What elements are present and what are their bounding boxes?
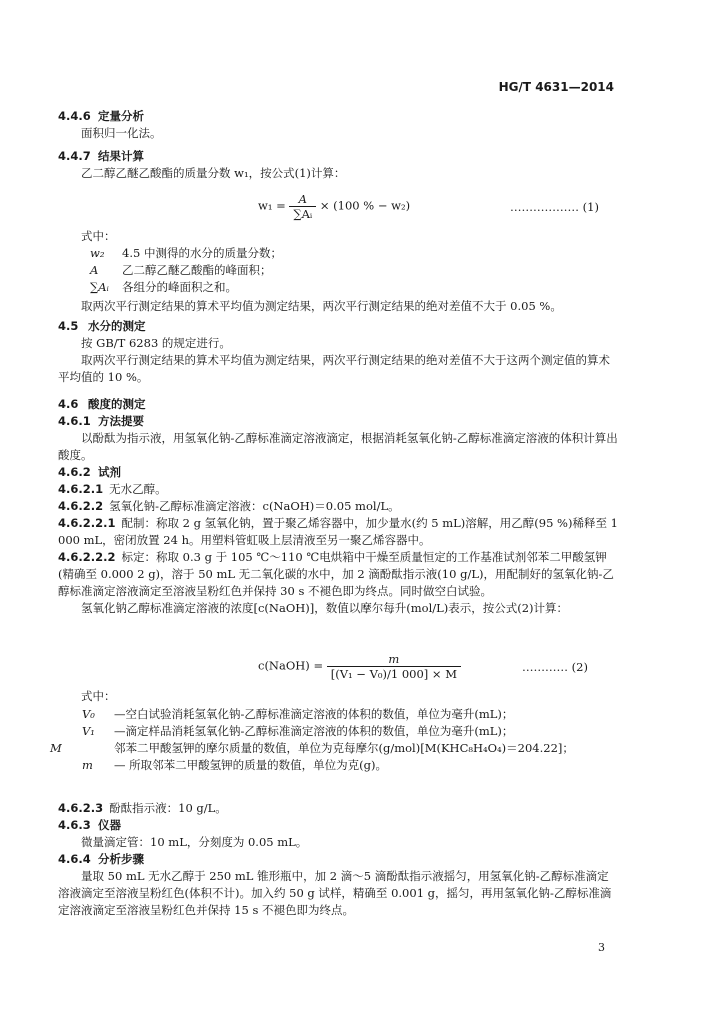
paragraph: 取两次平行测定结果的算术平均值为测定结果，两次平行测定结果的绝对差值不大于这两个测定值的算术平均值的 10 %。: [58, 353, 610, 384]
symbol: V₁: [82, 724, 95, 738]
section-title: 酸度的测定: [88, 397, 146, 411]
section-4-4-7: [58, 148, 618, 182]
section-title: 定量分析: [98, 109, 144, 123]
section-4-4-6: [58, 108, 618, 142]
section-number: 4.6: [58, 397, 79, 411]
section-number: 4.6.1: [58, 414, 91, 428]
definition-item: V₁ —滴定样品消耗氢氧化钠-乙醇标准滴定溶液的体积的数值，单位为毫升(mL)；: [82, 724, 514, 738]
section-title: 试剂: [98, 465, 121, 479]
symbol: M: [50, 741, 62, 755]
symbol: m: [82, 758, 93, 772]
formula-2-tag: ………… (2): [522, 660, 588, 674]
standard-code: HG/T 4631—2014: [498, 80, 614, 94]
definition-item: m — 所取邻苯二甲酸氢钾的质量的数值，单位为克(g)。: [82, 758, 387, 772]
paragraph: 微量滴定管：10 mL，分刻度为 0.05 mL。: [81, 835, 308, 849]
formula-2: [258, 652, 461, 681]
denominator: ∑Aᵢ: [293, 207, 313, 221]
section-title: 水分的测定: [88, 319, 146, 333]
formula-1-tag: ……………… (1): [510, 200, 599, 214]
section-number: 4.5: [58, 319, 79, 333]
section-title: 仪器: [98, 818, 121, 832]
where-label: 式中：: [81, 229, 116, 243]
section-4-5: [58, 318, 618, 386]
paragraph: 乙二醇乙醚乙酸酯的质量分数 w₁，按公式(1)计算：: [81, 166, 346, 180]
definition-item: V₀ —空白试验消耗氢氧化钠-乙醇标准滴定溶液的体积的数值，单位为毫升(mL)；: [82, 707, 514, 721]
formula-rhs: × (100 % − w₂): [319, 198, 411, 213]
paragraph: 量取 50 mL 无水乙醇于 250 mL 锥形瓶中，加 2 滴～5 滴酚酞指示液摇匀，用氢氧化钠-乙醇标准滴定溶液滴定至溶液呈粉红色(体积不计)。加入约 50 g 试样，精确至 0.001 g，摇匀，再用氢氧化钠-乙醇标准滴定溶液滴定至溶液呈粉红色并保持 15 s 不褪色即为终点。: [58, 869, 612, 917]
formula-1: [258, 192, 410, 221]
page-number: 3: [598, 941, 605, 954]
definition-item: M 邻苯二甲酸氢钾的摩尔质量的数值，单位为克每摩尔(g/mol)[M(KHC₈H₄O₄)＝204.22]；: [50, 741, 574, 755]
paragraph-conclusion: 取两次平行测定结果的算术平均值为测定结果，两次平行测定结果的绝对差值不大于 0.05 %。: [81, 299, 562, 313]
numerator: m: [327, 652, 461, 667]
section-number: 4.6.3: [58, 818, 91, 832]
definitions-1: [90, 245, 620, 296]
section-number: 4.6.4: [58, 852, 91, 866]
formula-fraction: [289, 192, 316, 221]
paragraph: 面积归一化法。: [81, 126, 162, 140]
definition-item: ∑Aᵢ 各组分的峰面积之和。: [90, 280, 237, 294]
where-label: 式中：: [81, 689, 116, 703]
definitions-2: [50, 706, 620, 774]
paragraph: 以酚酞为指示液，用氢氧化钠-乙醇标准滴定溶液滴定，根据消耗氢氧化钠-乙醇标准滴定溶液的体积计算出酸度。: [58, 431, 618, 462]
definition-item: w₂ 4.5 中测得的水分的质量分数；: [90, 246, 282, 260]
section-title: 方法提要: [98, 414, 144, 428]
definition-item: A 乙二醇乙醚乙酸酯的峰面积；: [90, 263, 272, 277]
denominator: [(V₁ − V₀)/1 000] × M: [330, 667, 457, 681]
clause-4-6-2-2-2: 4.6.2.2.2 标定：称取 0.3 g 于 105 ℃～110 ℃电烘箱中干燥至质量恒定的工作基准试剂邻苯二甲酸氢钾(精确至 0.000 2 g)，溶于 50 mL 无二氧化碳的水中，加 2 滴酚酞指示液(10 g/L)，用配制好的氢氧化钠-乙醇标准滴定溶液滴定至溶液呈粉红色并保持 30 s 不褪色即为终点。同时做空白试验。: [58, 550, 614, 598]
clause-4-6-2-2: 4.6.2.2 氢氧化钠-乙醇标准滴定溶液：c(NaOH)＝0.05 mol/L。: [58, 499, 400, 513]
formula-fraction: [327, 652, 461, 681]
paragraph: 氢氧化钠乙醇标准滴定溶液的浓度[c(NaOH)]，数值以摩尔每升(mol/L)表示，按公式(2)计算：: [81, 601, 569, 615]
clause-4-6-2-2-1: 4.6.2.2.1 配制：称取 2 g 氢氧化钠，置于聚乙烯容器中，加少量水(约 5 mL)溶解，用乙醇(95 %)稀释至 1 000 mL，密闭放置 24 h。用塑料管虹吸上层清液至另一聚乙烯容器中。: [58, 516, 618, 547]
symbol: w₂: [90, 246, 105, 260]
formula-lhs: c(NaOH) =: [258, 658, 324, 673]
section-title: 分析步骤: [98, 852, 144, 866]
section-4-6-2-3-to-4-6-4: [58, 800, 618, 919]
section-number: 4.4.7: [58, 149, 91, 163]
section-number: 4.6.2: [58, 465, 91, 479]
formula-lhs: w₁ =: [258, 198, 286, 213]
section-number: 4.4.6: [58, 109, 91, 123]
symbol: V₀: [82, 707, 95, 721]
section-4-6: [58, 396, 618, 617]
symbol: ∑Aᵢ: [90, 280, 109, 294]
clause-4-6-2-3: 4.6.2.3 酚酞指示液：10 g/L。: [58, 801, 227, 815]
paragraph: 按 GB/T 6283 的规定进行。: [81, 336, 231, 350]
numerator: A: [289, 192, 316, 207]
clause-4-6-2-1: 4.6.2.1 无水乙醇。: [58, 482, 167, 496]
symbol: A: [90, 263, 99, 277]
section-title: 结果计算: [98, 149, 144, 163]
